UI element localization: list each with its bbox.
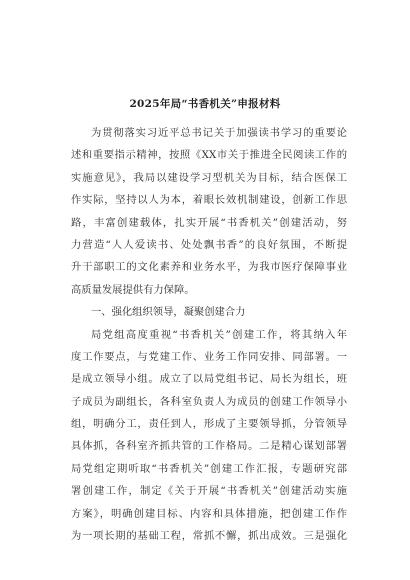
body-text-line: 为贯彻落实习近平总书记关于加强读书学习的重要论 <box>91 127 347 139</box>
body-text-line: 局党组定期听取“书香机关”创建工作汇报，专题研究部 <box>71 462 347 475</box>
body-text-line: 路，丰富创建载体，扎实开展“书香机关”创建活动，努 <box>71 216 347 229</box>
document-title: 2025年局“书香机关”申报材料 <box>129 98 281 110</box>
document-body <box>71 122 347 547</box>
body-text-line: 度工作要点，与党建工作、业务工作同安排、同部署。一 <box>71 350 347 363</box>
body-text-line: 组，明确分工，责任到人，形成了主要领导抓，分管领导 <box>71 418 347 431</box>
body-text-line: 是成立领导小组。成立了以局党组书记、局长为组长，班 <box>71 373 347 386</box>
body-text-line: 署创建工作，制定《关于开展“书香机关”创建活动实施 <box>71 485 347 498</box>
body-text-line: 升干部职工的文化素养和业务水平，为我市医疗保障事业 <box>71 261 347 274</box>
body-text-line: 述和重要指示精神，按照《XX市关于推进全民阅读工作的 <box>71 149 347 162</box>
body-text-line: 高质量发展提供有力保障。 <box>71 283 195 296</box>
body-text-line: 具体抓，各科室齐抓共管的工作格局。二是精心谋划部署 <box>71 440 347 453</box>
body-text-line: 实施意见》，我局以建设学习型机关为目标，结合医保工 <box>71 171 347 184</box>
body-text-line: 力营造“人人爱读书、处处飘书香”的良好氛围，不断提 <box>71 238 347 251</box>
section-heading: 一、强化组织领导，凝聚创建合力 <box>91 306 246 319</box>
body-text-line: 局党组高度重视“书香机关”创建工作，将其纳入年 <box>91 328 347 341</box>
body-text-line: 作实际，坚持以人为本，着眼长效机制建设，创新工作思 <box>71 194 347 207</box>
body-text-line: 为一项长期的基础工程，常抓不懈，抓出成效。三是强化 <box>71 530 347 543</box>
body-text-line: 子成员为副组长，各科室负责人为成员的创建工作领导小 <box>71 395 347 408</box>
body-text-line: 方案》，明确创建目标、内容和具体措施，把创建工作作 <box>71 507 347 520</box>
